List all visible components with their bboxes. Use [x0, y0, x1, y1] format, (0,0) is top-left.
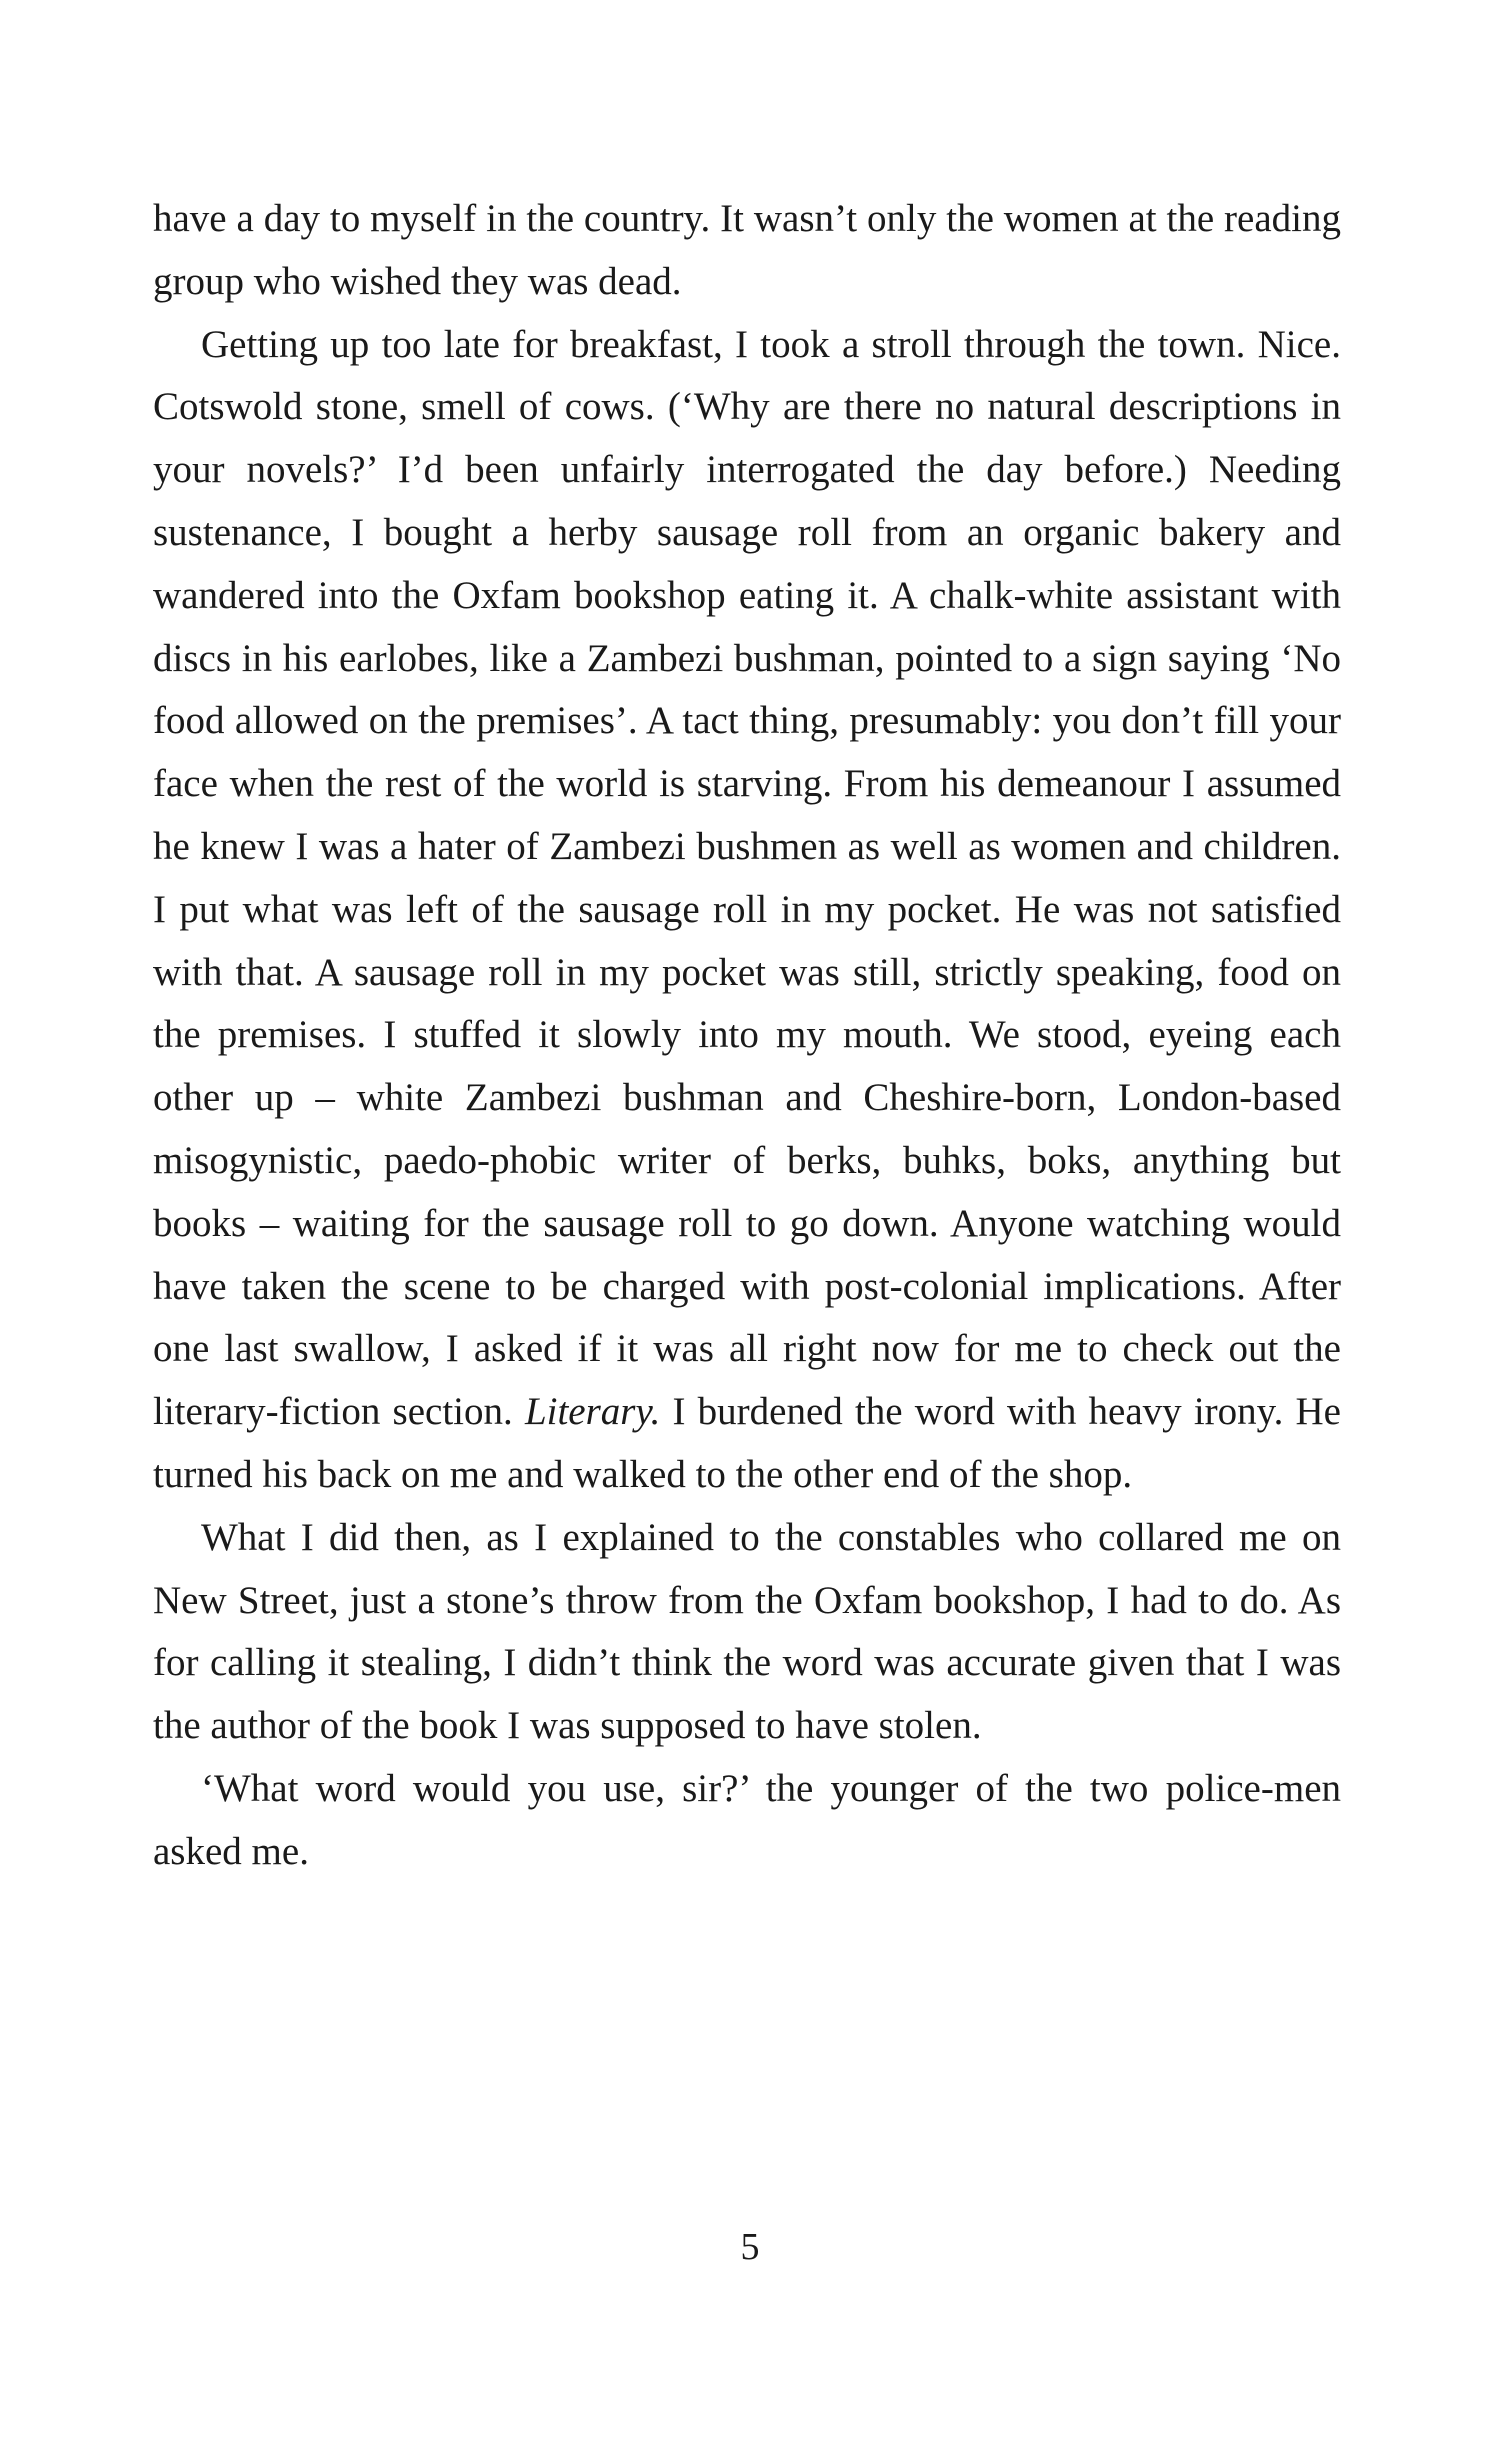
paragraph-continued: have a day to myself in the country. It wasn’t only the women at the reading group who wished they was dead.	[153, 197, 1341, 303]
paragraph-oxfam-bookshop	[153, 314, 1341, 1507]
emphasis-literary: Literary.	[524, 1390, 661, 1434]
paragraph-dialogue: ‘What word would you use, sir?’ the younger of the two police-men asked me.	[153, 1766, 1341, 1873]
paragraph-constables: What I did then, as I explained to the constables who collared me on New Street, just a stone’s throw from the Oxfam bookshop, I had to do. As for calling it stealing, I didn’t think the word was accurate given that I was the author of the book I was supposed to have stolen.	[153, 1515, 1341, 1748]
page-number: 5	[740, 2226, 760, 2268]
body-text	[153, 188, 1341, 1884]
paragraph-text-end: I burdened the word with heavy irony. He turned his back on me and walked to the other end of the shop.	[153, 1390, 1341, 1496]
paragraph-text: Getting up too late for breakfast, I took a stroll through the town. Nice. Cotswold stone, smell of cows. (‘Why are there no natural descriptions in your novels?’ I’d been unfairly interrogated the day before.) Needing sustenance, I bought a herby sausage roll from an organic bakery and wandered into the Oxfam bookshop eating it. A chalk-white assistant with discs in his earlobes, like a Zambezi bushman, pointed to a sign saying ‘No food allowed on the premises’. A tact thing, presumably: you don’t fill your face when the rest of the world is starving. From his demeanour I assumed he knew I was a hater of Zambezi bushmen as well as women and children. I put what was left of the sausage roll in my pocket. He was not satisfied with that. A sausage roll in my pocket was still, strictly speaking, food on the premises. I stuffed it slowly into my mouth. We stood, eyeing each other up – white Zambezi bushman and Cheshire-born, London-based misogynistic, paedo-phobic writer of berks, buhks, boks, anything but books – waiting for the sausage roll to go down. Anyone watching would have taken the scene to be charged with post-colonial implications. After one last swallow, I asked if it was all right now for me to check out the literary-fiction section.	[153, 322, 1341, 1434]
